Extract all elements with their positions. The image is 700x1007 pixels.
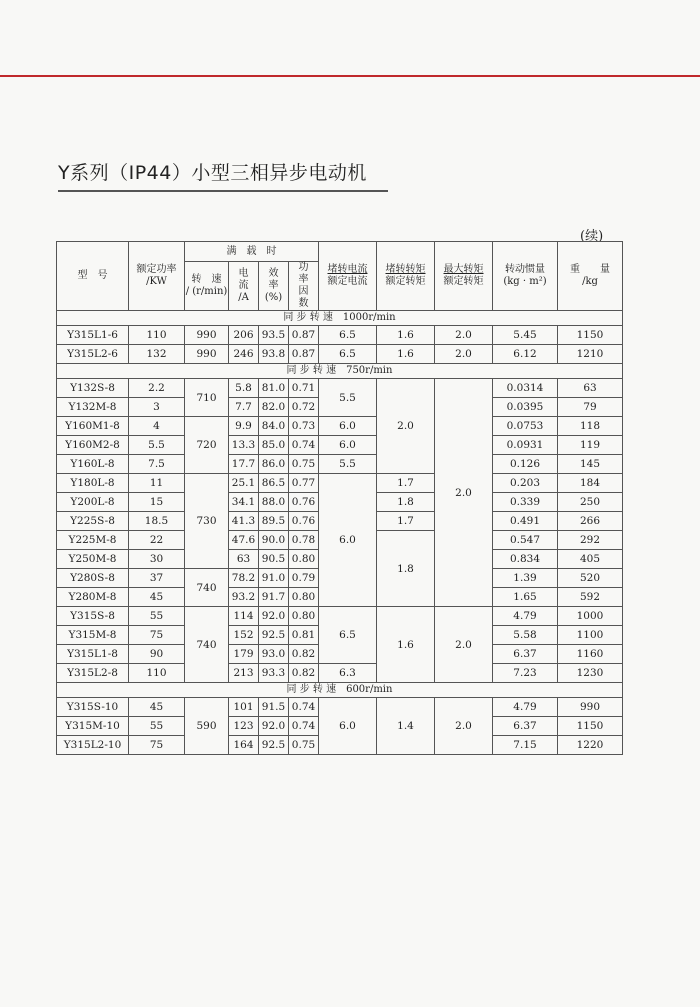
cell-current: 114	[229, 607, 259, 626]
cell-power: 75	[129, 736, 185, 755]
cell-efficiency: 91.5	[259, 698, 289, 717]
cell-power: 2.2	[129, 379, 185, 398]
cell-power: 110	[129, 664, 185, 683]
cell-current: 206	[229, 326, 259, 345]
cell-speed: 590	[185, 698, 229, 755]
header-full-load: 满 载 时	[185, 242, 319, 262]
cell-model: Y160M2-8	[57, 436, 129, 455]
cell-power-factor: 0.79	[289, 569, 319, 588]
cell-power-factor: 0.80	[289, 550, 319, 569]
cell-weight: 119	[558, 436, 623, 455]
cell-power-factor: 0.87	[289, 326, 319, 345]
cell-locked-current: 5.5	[319, 455, 377, 474]
cell-inertia: 1.39	[493, 569, 558, 588]
cell-locked-current: 6.0	[319, 474, 377, 607]
cell-current: 164	[229, 736, 259, 755]
cell-weight: 118	[558, 417, 623, 436]
cell-locked-current: 6.5	[319, 326, 377, 345]
cell-inertia: 7.15	[493, 736, 558, 755]
cell-model: Y315M-8	[57, 626, 129, 645]
cell-power: 90	[129, 645, 185, 664]
cell-inertia: 0.126	[493, 455, 558, 474]
cell-weight: 1100	[558, 626, 623, 645]
cell-model: Y225S-8	[57, 512, 129, 531]
cell-locked-current: 6.0	[319, 698, 377, 755]
cell-power-factor: 0.81	[289, 626, 319, 645]
cell-current: 246	[229, 345, 259, 364]
cell-inertia: 1.65	[493, 588, 558, 607]
cell-model: Y250M-8	[57, 550, 129, 569]
cell-power-factor: 0.74	[289, 717, 319, 736]
cell-weight: 1150	[558, 326, 623, 345]
header-power: 额定功率 /KW	[129, 242, 185, 311]
cell-inertia: 6.37	[493, 717, 558, 736]
cell-inertia: 6.37	[493, 645, 558, 664]
cell-weight: 63	[558, 379, 623, 398]
cell-model: Y315L2-6	[57, 345, 129, 364]
cell-power: 55	[129, 607, 185, 626]
cell-model: Y315L1-8	[57, 645, 129, 664]
cell-speed: 730	[185, 474, 229, 569]
cell-efficiency: 91.0	[259, 569, 289, 588]
cell-efficiency: 93.0	[259, 645, 289, 664]
cell-weight: 405	[558, 550, 623, 569]
table-row	[57, 698, 623, 717]
cell-max-torque: 2.0	[435, 345, 493, 364]
header-power-factor: 功 率 因 数	[289, 262, 319, 311]
cell-locked-torque: 1.8	[377, 531, 435, 607]
cell-power-factor: 0.72	[289, 398, 319, 417]
cell-locked-current: 6.5	[319, 345, 377, 364]
cell-locked-torque: 1.6	[377, 326, 435, 345]
cell-model: Y225M-8	[57, 531, 129, 550]
cell-power-factor: 0.73	[289, 417, 319, 436]
cell-speed: 710	[185, 379, 229, 417]
cell-current: 17.7	[229, 455, 259, 474]
header-speed: 转 速 / (r/min)	[185, 262, 229, 311]
cell-power: 11	[129, 474, 185, 493]
cell-model: Y200L-8	[57, 493, 129, 512]
cell-locked-torque: 1.6	[377, 607, 435, 683]
cell-efficiency: 92.5	[259, 626, 289, 645]
table-row	[57, 379, 623, 398]
header-model: 型 号	[57, 242, 129, 311]
cell-speed: 720	[185, 417, 229, 474]
cell-efficiency: 82.0	[259, 398, 289, 417]
cell-inertia: 0.0931	[493, 436, 558, 455]
table-row	[57, 417, 623, 436]
cell-inertia: 0.491	[493, 512, 558, 531]
cell-power: 55	[129, 717, 185, 736]
cell-current: 93.2	[229, 588, 259, 607]
cell-efficiency: 89.5	[259, 512, 289, 531]
cell-efficiency: 88.0	[259, 493, 289, 512]
cell-inertia: 5.58	[493, 626, 558, 645]
cell-power-factor: 0.87	[289, 345, 319, 364]
cell-weight: 990	[558, 698, 623, 717]
cell-current: 123	[229, 717, 259, 736]
cell-current: 78.2	[229, 569, 259, 588]
cell-power: 45	[129, 588, 185, 607]
cell-locked-torque: 1.7	[377, 512, 435, 531]
table-row	[57, 345, 623, 364]
section-row: 同 步 转 速 600r/min	[57, 683, 623, 698]
header-inertia: 转动惯量 (kg · m²)	[493, 242, 558, 311]
table-row	[57, 664, 623, 683]
cell-efficiency: 93.8	[259, 345, 289, 364]
cell-efficiency: 81.0	[259, 379, 289, 398]
title-underline	[58, 190, 388, 192]
table-row	[57, 455, 623, 474]
top-red-rule	[0, 75, 700, 77]
cell-weight: 250	[558, 493, 623, 512]
cell-power-factor: 0.75	[289, 736, 319, 755]
table-row	[57, 326, 623, 345]
cell-max-torque: 2.0	[435, 607, 493, 683]
cell-power: 45	[129, 698, 185, 717]
cell-power: 110	[129, 326, 185, 345]
cell-max-torque: 2.0	[435, 379, 493, 607]
cell-efficiency: 86.0	[259, 455, 289, 474]
cell-power-factor: 0.74	[289, 436, 319, 455]
cell-model: Y180L-8	[57, 474, 129, 493]
cell-speed: 990	[185, 345, 229, 364]
cell-inertia: 0.0314	[493, 379, 558, 398]
cell-locked-current: 6.0	[319, 417, 377, 436]
cell-weight: 184	[558, 474, 623, 493]
motor-spec-table	[56, 241, 623, 755]
table-row	[57, 436, 623, 455]
cell-weight: 1000	[558, 607, 623, 626]
cell-current: 13.3	[229, 436, 259, 455]
cell-current: 47.6	[229, 531, 259, 550]
cell-power: 7.5	[129, 455, 185, 474]
cell-current: 5.8	[229, 379, 259, 398]
cell-model: Y315M-10	[57, 717, 129, 736]
cell-locked-current: 6.0	[319, 436, 377, 455]
cell-power-factor: 0.76	[289, 493, 319, 512]
cell-current: 7.7	[229, 398, 259, 417]
cell-efficiency: 92.5	[259, 736, 289, 755]
table-row	[57, 474, 623, 493]
cell-power: 22	[129, 531, 185, 550]
cell-model: Y160L-8	[57, 455, 129, 474]
cell-locked-torque: 2.0	[377, 379, 435, 474]
header-efficiency: 效 率 (%)	[259, 262, 289, 311]
cell-model: Y315S-8	[57, 607, 129, 626]
cell-locked-current: 6.3	[319, 664, 377, 683]
cell-model: Y315S-10	[57, 698, 129, 717]
continued-label: (续)	[580, 229, 604, 244]
cell-max-torque: 2.0	[435, 698, 493, 755]
cell-inertia: 0.547	[493, 531, 558, 550]
cell-current: 9.9	[229, 417, 259, 436]
cell-power-factor: 0.76	[289, 512, 319, 531]
cell-inertia: 0.0753	[493, 417, 558, 436]
cell-current: 63	[229, 550, 259, 569]
cell-power: 37	[129, 569, 185, 588]
header-weight: 重 量 /kg	[558, 242, 623, 311]
cell-inertia: 6.12	[493, 345, 558, 364]
cell-current: 34.1	[229, 493, 259, 512]
cell-speed: 990	[185, 326, 229, 345]
cell-power: 5.5	[129, 436, 185, 455]
cell-locked-torque: 1.6	[377, 345, 435, 364]
cell-power-factor: 0.78	[289, 531, 319, 550]
cell-efficiency: 84.0	[259, 417, 289, 436]
cell-locked-torque: 1.7	[377, 474, 435, 493]
cell-power-factor: 0.74	[289, 698, 319, 717]
cell-efficiency: 93.3	[259, 664, 289, 683]
cell-power: 132	[129, 345, 185, 364]
cell-inertia: 0.203	[493, 474, 558, 493]
cell-weight: 145	[558, 455, 623, 474]
cell-efficiency: 93.5	[259, 326, 289, 345]
section-row: 同 步 转 速 1000r/min	[57, 311, 623, 326]
header-max-torque: 最大转矩 额定转矩	[435, 242, 493, 311]
header-locked-torque: 堵转转矩 额定转矩	[377, 242, 435, 311]
cell-efficiency: 92.0	[259, 607, 289, 626]
cell-inertia: 4.79	[493, 698, 558, 717]
section-row: 同 步 转 速 750r/min	[57, 364, 623, 379]
cell-model: Y315L2-10	[57, 736, 129, 755]
cell-inertia: 0.0395	[493, 398, 558, 417]
cell-speed: 740	[185, 607, 229, 683]
cell-power: 4	[129, 417, 185, 436]
cell-inertia: 0.339	[493, 493, 558, 512]
cell-inertia: 5.45	[493, 326, 558, 345]
cell-power-factor: 0.71	[289, 379, 319, 398]
cell-power-factor: 0.77	[289, 474, 319, 493]
cell-efficiency: 90.0	[259, 531, 289, 550]
cell-locked-torque: 1.4	[377, 698, 435, 755]
cell-weight: 520	[558, 569, 623, 588]
header-current: 电 流 /A	[229, 262, 259, 311]
cell-current: 101	[229, 698, 259, 717]
cell-power-factor: 0.82	[289, 645, 319, 664]
cell-power-factor: 0.80	[289, 588, 319, 607]
cell-weight: 592	[558, 588, 623, 607]
cell-weight: 1230	[558, 664, 623, 683]
cell-inertia: 0.834	[493, 550, 558, 569]
cell-efficiency: 92.0	[259, 717, 289, 736]
cell-speed: 740	[185, 569, 229, 607]
table-row	[57, 607, 623, 626]
cell-weight: 266	[558, 512, 623, 531]
cell-power: 18.5	[129, 512, 185, 531]
cell-model: Y315L1-6	[57, 326, 129, 345]
cell-current: 179	[229, 645, 259, 664]
cell-model: Y132M-8	[57, 398, 129, 417]
cell-weight: 1150	[558, 717, 623, 736]
cell-model: Y280S-8	[57, 569, 129, 588]
cell-weight: 1160	[558, 645, 623, 664]
cell-weight: 79	[558, 398, 623, 417]
page-title: Y系列（IP44）小型三相异步电动机	[58, 162, 367, 184]
cell-current: 41.3	[229, 512, 259, 531]
cell-locked-current: 6.5	[319, 607, 377, 664]
cell-power: 15	[129, 493, 185, 512]
cell-weight: 1210	[558, 345, 623, 364]
cell-locked-torque: 1.8	[377, 493, 435, 512]
header-locked-current: 堵转电流 额定电流	[319, 242, 377, 311]
cell-power: 3	[129, 398, 185, 417]
cell-power-factor: 0.80	[289, 607, 319, 626]
cell-current: 152	[229, 626, 259, 645]
cell-inertia: 7.23	[493, 664, 558, 683]
cell-locked-current: 5.5	[319, 379, 377, 417]
cell-inertia: 4.79	[493, 607, 558, 626]
cell-power: 75	[129, 626, 185, 645]
cell-power: 30	[129, 550, 185, 569]
cell-power-factor: 0.75	[289, 455, 319, 474]
cell-efficiency: 85.0	[259, 436, 289, 455]
cell-efficiency: 86.5	[259, 474, 289, 493]
cell-weight: 1220	[558, 736, 623, 755]
cell-current: 213	[229, 664, 259, 683]
cell-model: Y132S-8	[57, 379, 129, 398]
cell-power-factor: 0.82	[289, 664, 319, 683]
cell-current: 25.1	[229, 474, 259, 493]
cell-efficiency: 91.7	[259, 588, 289, 607]
cell-weight: 292	[558, 531, 623, 550]
cell-model: Y280M-8	[57, 588, 129, 607]
cell-efficiency: 90.5	[259, 550, 289, 569]
cell-model: Y160M1-8	[57, 417, 129, 436]
cell-max-torque: 2.0	[435, 326, 493, 345]
cell-model: Y315L2-8	[57, 664, 129, 683]
